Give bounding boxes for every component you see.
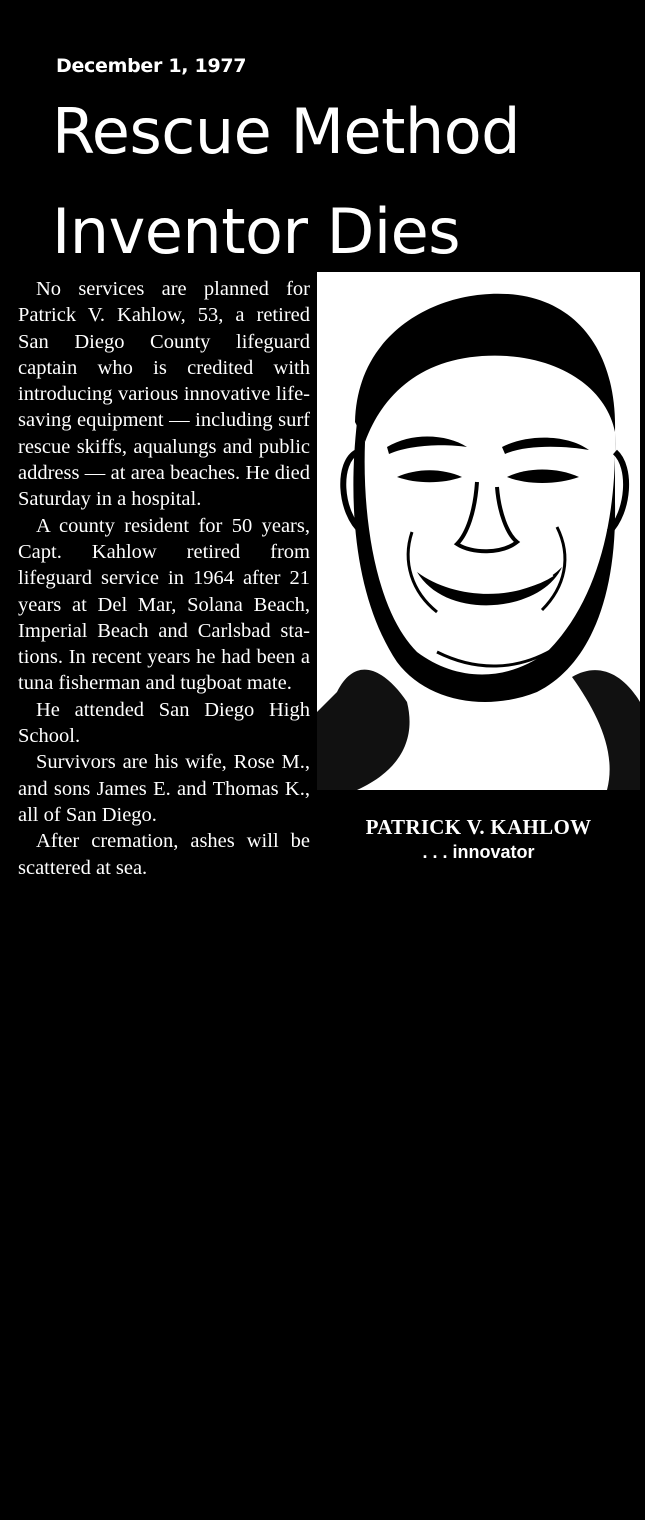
- caption-subtitle: . . . innovator: [422, 842, 535, 862]
- portrait-photo: [317, 272, 640, 790]
- article-paragraph: After cremation, ashes will be scattered at sea.: [18, 830, 310, 879]
- headline-line-2: Inventor Dies: [52, 195, 461, 268]
- headline-line-1: Rescue Method: [52, 95, 521, 168]
- article-paragraph: No services are planned for Patrick V. Kahlow, 53, a retired San Diego County lifeguard captain who is credited with introducing various innovative life-saving equipment — including surf rescue skiffs, aqualungs and public address — at area beaches. He died Saturday in a hospital.: [18, 278, 310, 511]
- dateline: December 1, 1977: [56, 55, 247, 77]
- headline: [52, 82, 520, 282]
- article-paragraph: A county resident for 50 years, Capt. Kahlow retired from lifeguard service in 1964 after 21 years at Del Mar, Solana Beach, Imperial Beach and Carlsbad stations. In recent years he had been a tuna fisherman and tugboat mate.: [18, 514, 310, 695]
- photo-caption: [317, 814, 640, 864]
- caption-name: PATRICK V. KAHLOW: [365, 815, 592, 839]
- article-body: [18, 276, 310, 881]
- portrait-illustration: [317, 272, 640, 790]
- article-paragraph: Survivors are his wife, Rose M., and sons James E. and Thomas K., all of San Diego.: [18, 751, 310, 826]
- article-paragraph: He attended San Diego High School.: [18, 698, 310, 748]
